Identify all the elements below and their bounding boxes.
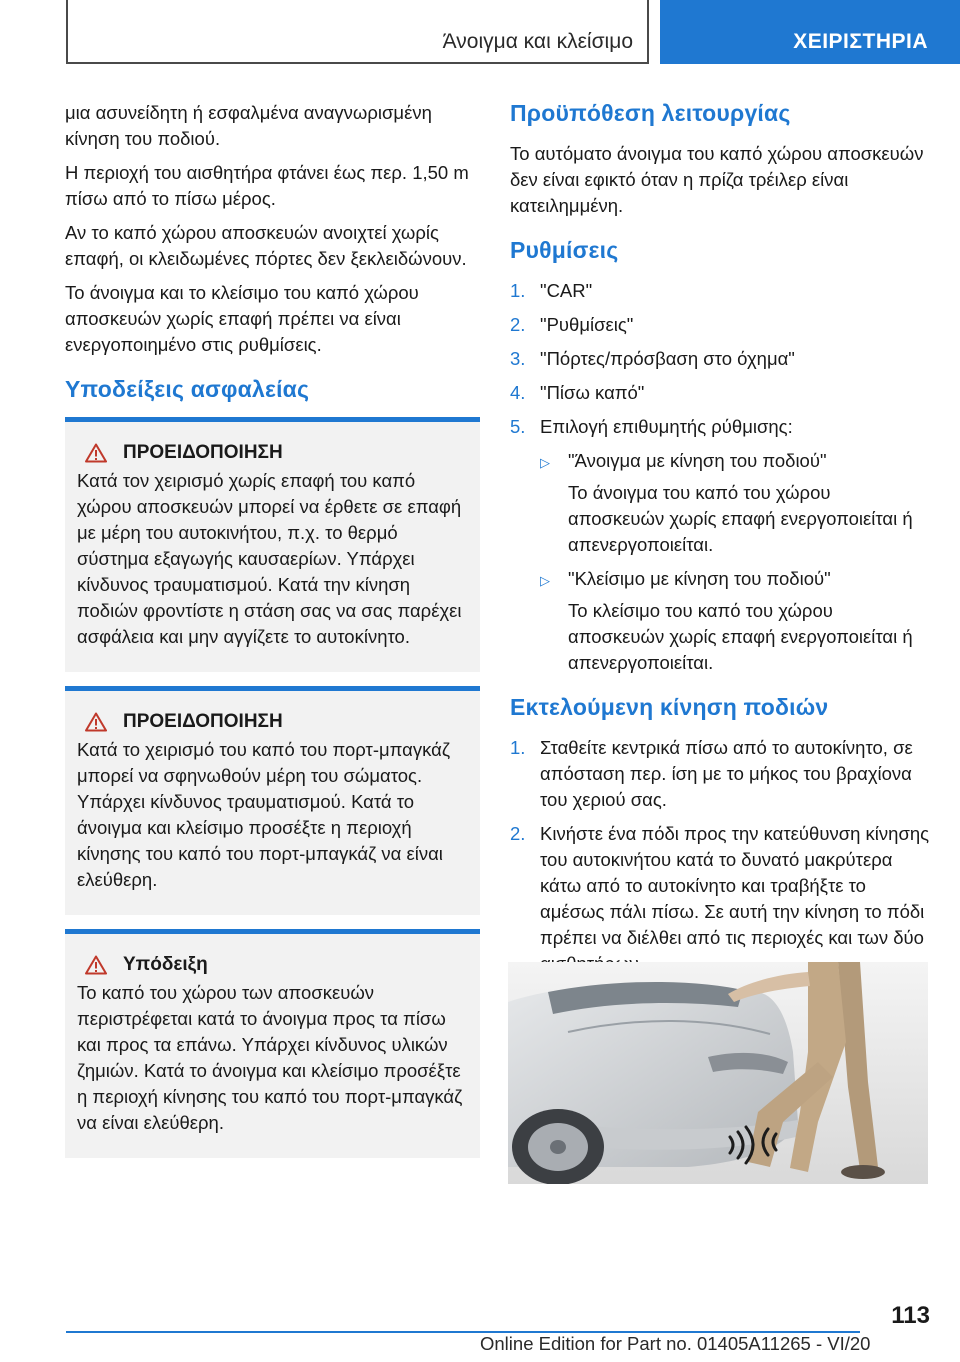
paragraph: Η περιοχή του αισθητήρα φτάνει έως περ. 1,50 m πίσω από το πίσω μέρος. xyxy=(65,162,469,209)
foot-movement-illustration xyxy=(508,962,928,1184)
settings-steps xyxy=(510,278,930,440)
step-number: 3. xyxy=(510,348,526,369)
warning-title: ΠΡΟΕΙΔΟΠΟΙΗΣΗ xyxy=(123,711,283,732)
paragraph: μια ασυνείδητη ή εσφαλμένα αναγνωρισμένη κίνηση του ποδιού. xyxy=(65,102,432,149)
warning-box xyxy=(65,686,480,915)
step-text: "CAR" xyxy=(540,280,593,301)
step-text: Επιλογή επιθυμητής ρύθμισης: xyxy=(540,416,793,437)
step-text: "Πίσω καπό" xyxy=(540,382,645,403)
warning-triangle-icon xyxy=(85,443,107,463)
warning-box xyxy=(65,417,480,672)
safety-heading: Υποδείξεις ασφαλείας xyxy=(65,376,310,402)
header-section-tab xyxy=(66,0,649,64)
paragraph: Το άνοιγμα και το κλείσιμο του καπό χώρου αποσκευών χωρίς επαφή πρέπει να είναι ενεργοποιημένο στις ρυθμίσεις. xyxy=(65,282,419,355)
warning-title: ΠΡΟΕΙΔΟΠΟΙΗΣΗ xyxy=(123,442,283,463)
left-column xyxy=(65,100,480,1172)
list-item xyxy=(510,380,930,406)
page-number: 113 xyxy=(891,1302,930,1329)
step-number: 1. xyxy=(510,280,526,301)
option-marker-icon: ▷ xyxy=(540,573,550,588)
movement-heading: Εκτελούμενη κίνηση ποδιών xyxy=(510,694,829,720)
paragraph: Αν το καπό χώρου αποσκευών ανοιχτεί χωρίς επαφή, οι κλειδωμένες πόρτες δεν ξεκλειδώνουν. xyxy=(65,222,467,269)
step-text: "Ρυθμίσεις" xyxy=(540,314,634,335)
header-section-title: Άνοιγμα και κλείσιμο xyxy=(442,30,633,53)
option-label: "Άνοιγμα με κίνηση του ποδιού" xyxy=(568,450,827,471)
option-marker-icon: ▷ xyxy=(540,455,550,470)
step-text: "Πόρτες/πρόσβαση στο όχημα" xyxy=(540,348,795,369)
option-item xyxy=(540,448,930,558)
warning-text: Κατά τον χειρισμό χωρίς επαφή του καπό χώρου αποσκευών μπορεί να έρθετε σε επαφή με μέρη του αυτοκινήτου, π.χ. το θερμό σύστημα εξαγωγής καυσαερίων. Υπάρχει κίνδυνος τραυματισμού. Κατά την κίνηση ποδιών φροντίστε η στάση σας να σας παρέχει ασφάλεια και μην αγγίζετε το αυτοκίνητο. xyxy=(77,470,462,647)
notice-title: Υπόδειξη xyxy=(123,954,208,975)
step-number: 1. xyxy=(510,737,526,758)
step-number: 5. xyxy=(510,416,526,437)
list-item xyxy=(510,278,930,304)
step-number: 2. xyxy=(510,314,526,335)
prerequisite-heading: Προϋπόθεση λειτουργίας xyxy=(510,100,791,126)
step-number: 2. xyxy=(510,823,526,844)
notice-box xyxy=(65,929,480,1158)
header-chapter-title: ΧΕΙΡΙΣΤΗΡΙΑ xyxy=(793,30,928,53)
option-note: Το κλείσιμο του καπό του χώρου αποσκευών χωρίς επαφή ενεργοποιείται ή απενεργοποιείται. xyxy=(568,600,913,673)
prerequisite-text: Το αυτόματο άνοιγμα του καπό χώρου αποσκευών δεν είναι εφικτό όταν η πρίζα τρέιλερ είναι κατειλημμένη. xyxy=(510,143,924,216)
movement-steps xyxy=(510,735,930,977)
right-column xyxy=(510,100,930,985)
header-chapter-tab xyxy=(660,0,960,64)
step-text: Κινήστε ένα πόδι προς την κατεύθυνση κίνησης του αυτοκινήτου κατά το δυνατό μακρύτερα κάτω από το αυτοκίνητο και τραβήξτε το αμέσως πάλι πίσω. Σε αυτή την κίνηση το πόδι πρέπει να διέλθει από τις περιοχές και των δύο xyxy=(540,823,930,948)
step-number: 4. xyxy=(510,382,526,403)
list-item xyxy=(510,821,930,977)
footer-edition: Online Edition for Part no. 01405A11265 - VI/20 xyxy=(480,1333,871,1354)
option-label: "Κλείσιμο με κίνηση του ποδιού" xyxy=(568,568,831,589)
setting-options xyxy=(540,448,930,676)
warning-triangle-icon xyxy=(85,955,107,975)
list-item xyxy=(510,735,930,813)
warning-text: Κατά το χειρισμό του καπό του πορτ-μπαγκάζ μπορεί να σφηνωθούν μέρη του σώματος. Υπάρχει κίνδυνος τραυματισμού. Κατά το άνοιγμα και κλείσιμο προσέξτε η περιοχή κίνησης του καπό του πορτ-μπαγκάζ να είναι ελεύθερη. xyxy=(77,739,450,890)
list-item xyxy=(510,346,930,372)
list-item xyxy=(510,312,930,338)
option-note: Το άνοιγμα του καπό του χώρου αποσκευών χωρίς επαφή ενεργοποιείται ή απενεργοποιείται. xyxy=(568,482,913,555)
option-item xyxy=(540,566,930,676)
warning-triangle-icon xyxy=(85,712,107,732)
notice-text: Το καπό του χώρου των αποσκευών περιστρέφεται κατά το άνοιγμα προς τα πίσω και προς τα επάνω. Υπάρχει κίνδυνος υλικών ζημιών. Κατά το άνοιγμα και κλείσιμο προσέξτε η περιοχή κίνησης του καπό του πορτ-μπαγκάζ να είναι ελεύθερη. xyxy=(77,982,463,1133)
settings-heading: Ρυθμίσεις xyxy=(510,237,619,263)
step-text: Σταθείτε κεντρικά πίσω από το αυτοκίνητο, σε απόσταση περ. ίση με το μήκος του βραχίονα του χεριού σας. xyxy=(540,737,913,810)
list-item xyxy=(510,414,930,440)
